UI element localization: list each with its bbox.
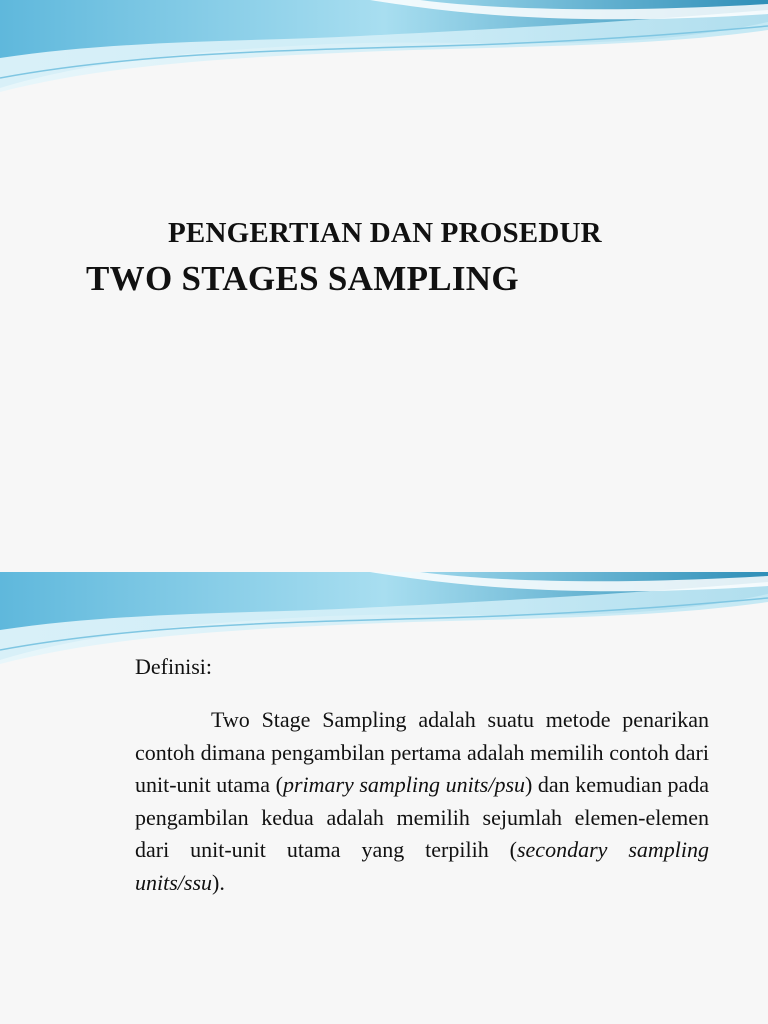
title-line-2: TWO STAGES SAMPLING [86,259,519,298]
definition-label: Definisi: [135,654,212,679]
definition-term-ssu: secondary sampling units/ssu [135,837,709,895]
slide-definition [0,572,768,1024]
definition-text-part1: Two Stage Sampling adalah suatu metode penarikan contoh dimana pengambilan pertama adalah memilih contoh dari unit-unit utama ( [135,707,709,797]
decorative-wave-header [0,0,768,100]
definition-paragraph [135,704,709,899]
definition-text-part2: ) dan kemudian pada pengambilan kedua adalah memilih sejumlah elemen-elemen dari unit-unit utama yang terpilih ( [135,772,710,862]
title-line-1: PENGERTIAN DAN PROSEDUR [168,217,602,249]
definition-text-part3: ). [212,869,225,895]
definition-term-psu: primary sampling units/psu [282,772,526,797]
decorative-wave-header [0,572,768,672]
